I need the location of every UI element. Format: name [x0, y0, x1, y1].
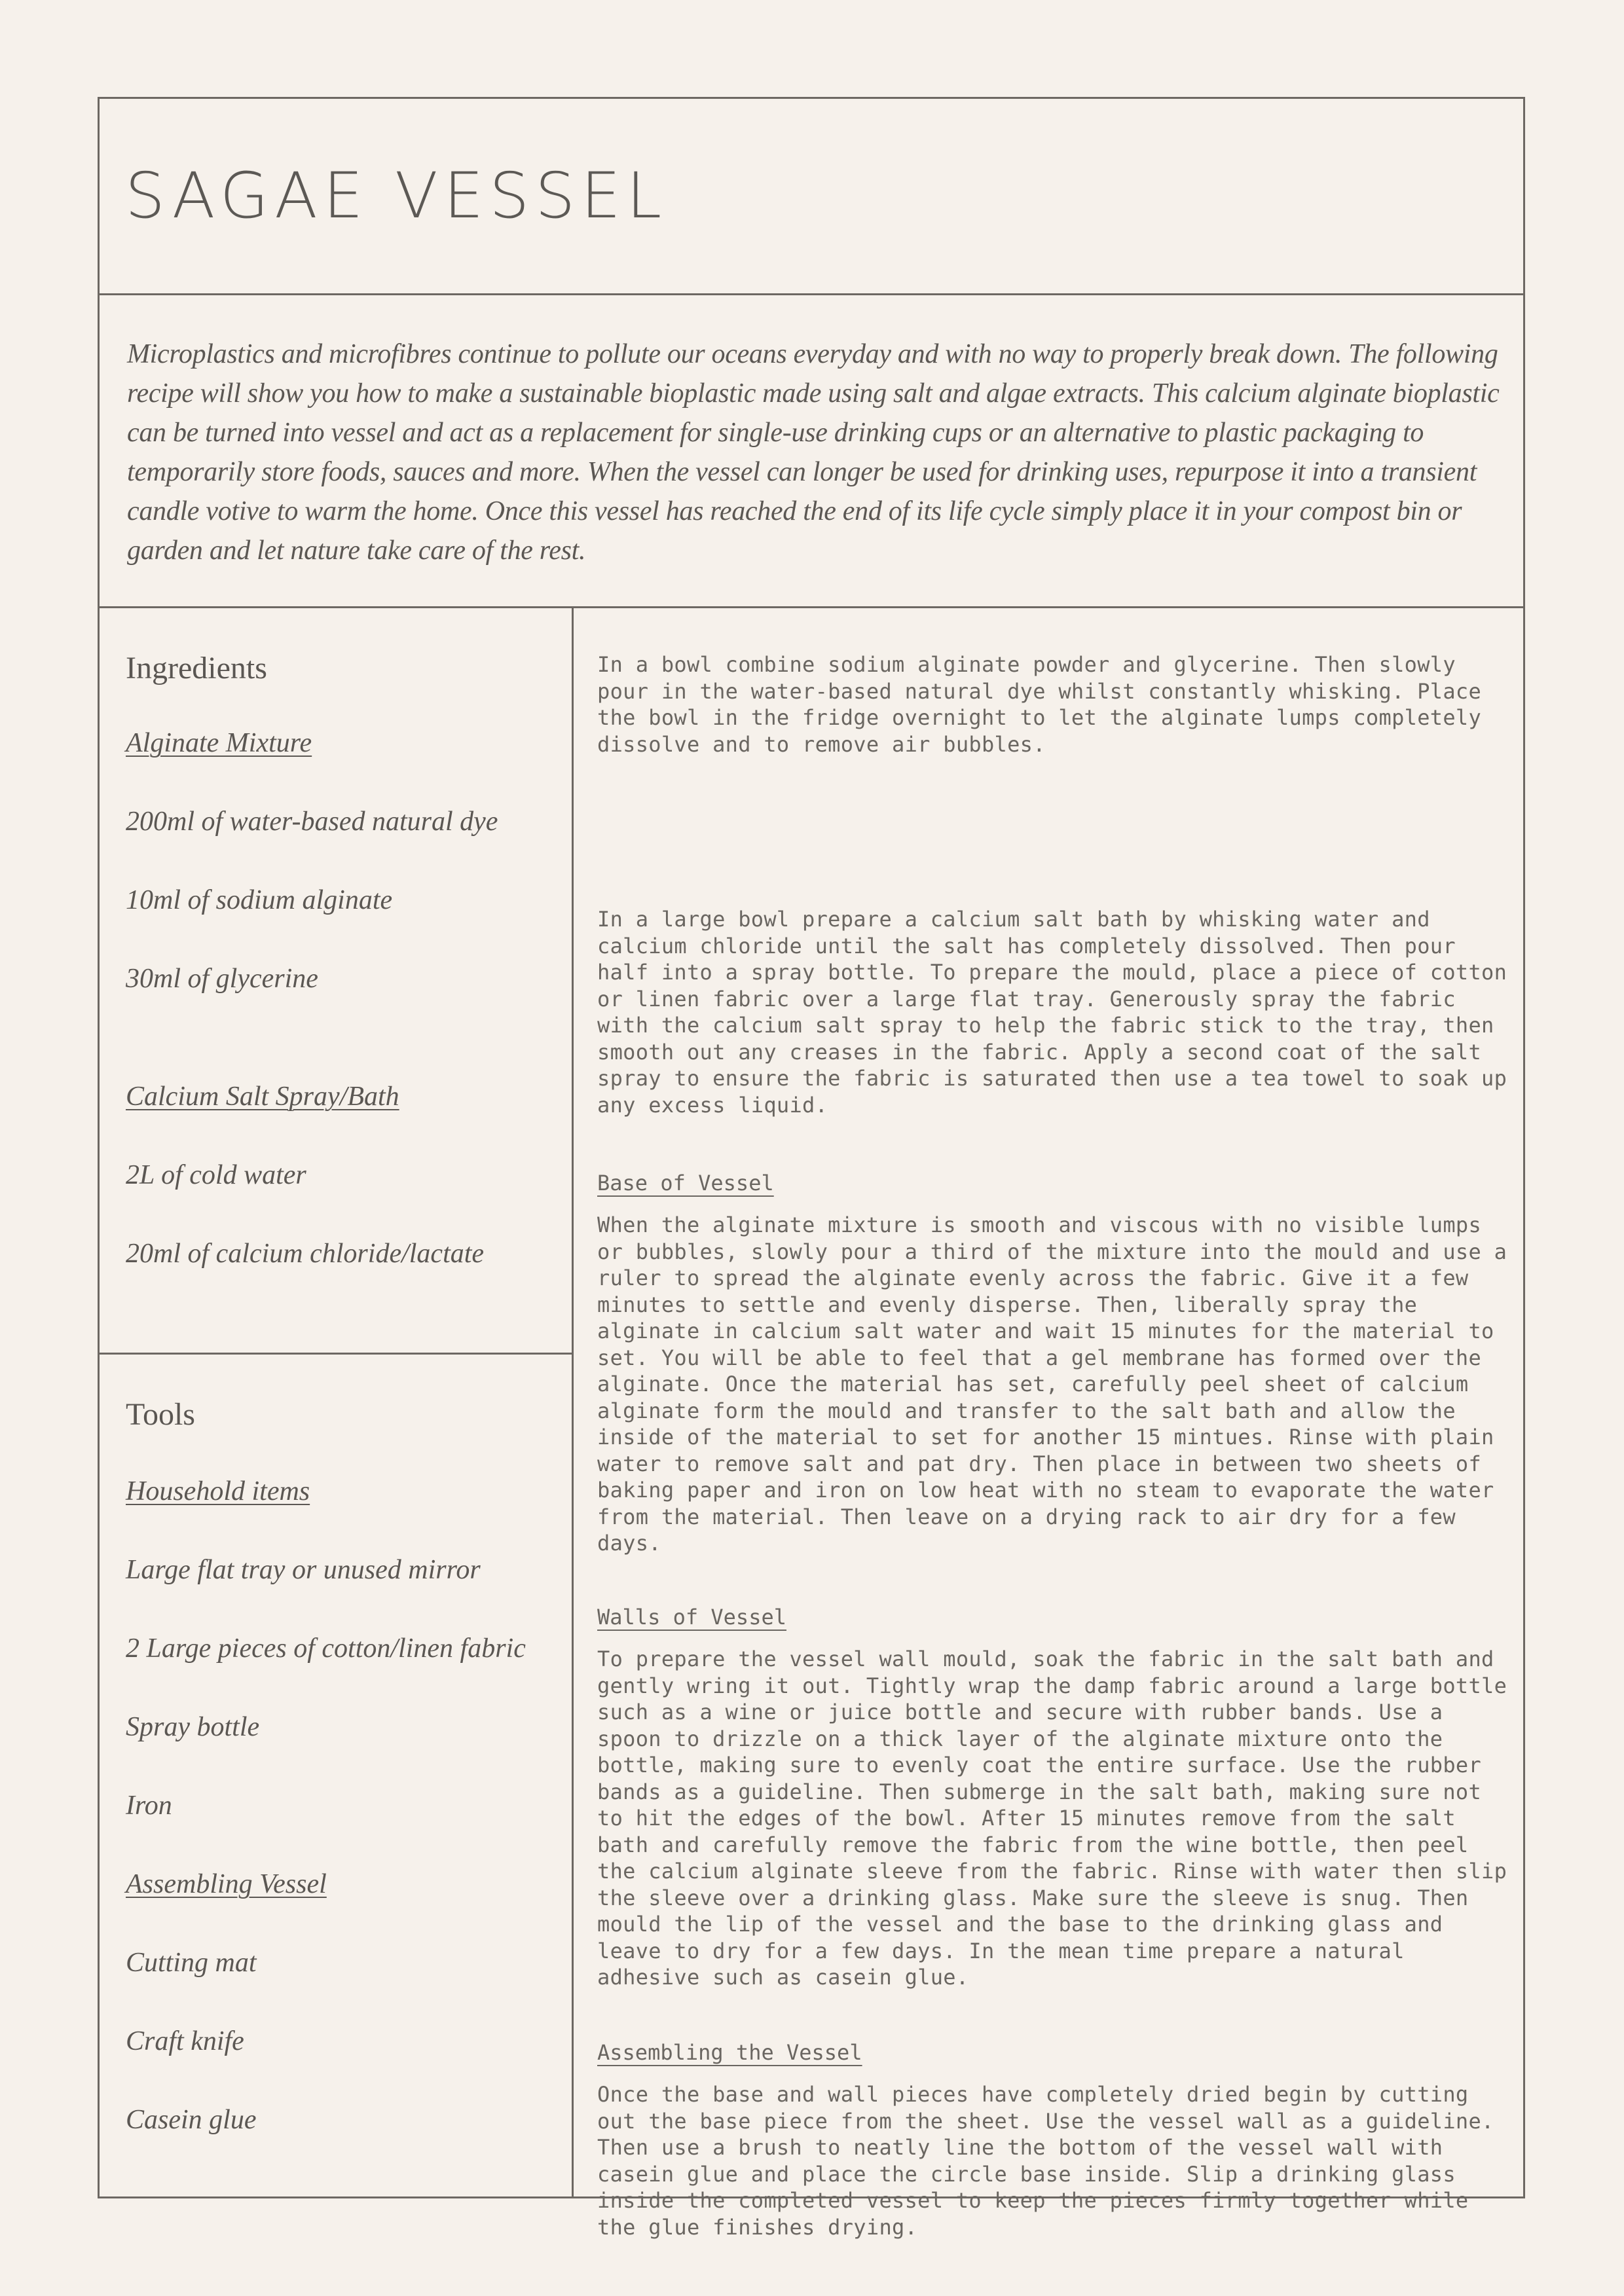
ingredients-heading: Ingredients — [126, 651, 267, 685]
assembling-heading: Assembling the Vessel — [597, 2040, 862, 2065]
salt-bath-label: Calcium Salt Spray/Bath — [126, 1082, 399, 1112]
assembling-text: Once the base and wall pieces have completely dried begin by cutting out the base piece from the sheet. Use the vessel wall as a guideline. Then use a brush to neatly line the bottom of the vessel wall with casein glue and place the circle base inside. Slip a drinking glass inside the completed vessel to keep the pieces firmly together while the glue finishes drying. — [597, 2082, 1494, 2240]
tools-heading: Tools — [126, 1397, 195, 1432]
list-item: Spray bottle — [126, 1712, 260, 1742]
intro-paragraph: Microplastics and microfibres continue to pollute our oceans everyday and with no way to properly break down. The following recipe will show you how to make a sustainable bioplastic made using salt and algae extracts. This calcium alginate bioplastic can be turned into vessel and act as a replacement for single-use drinking cups or an alternative to plastic packaging to temporarily store foods, sauces and more. When the vessel can longer be used for drinking uses, repurpose it into a transient candle votive to warm the home. Once this vessel has reached the end of its life cycle simply place it in your compost bin or garden and let nature take care of the rest. — [127, 339, 1500, 566]
list-item: 30ml of glycerine — [126, 964, 318, 994]
assembling-vessel-label: Assembling Vessel — [126, 1869, 327, 1899]
list-item: 2L of cold water — [126, 1160, 306, 1190]
method-column — [574, 608, 1523, 2240]
page-title: SAGAE VESSEL — [125, 159, 668, 232]
recipe-card — [98, 97, 1525, 2240]
list-item: 200ml of water-based natural dye — [126, 807, 498, 837]
method-step-salt-bath: In a large bowl prepare a calcium salt bath by whisking water and calcium chloride until the salt has completely dissolved. Then pour half into a spray bottle. To prepare the mould, place a piece of cotton or linen fabric over a large flat tray. Generously spray the fabric with the calcium salt spray to help the fabric stick to the tray, then smooth out any creases in the fabric. Apply a second coat of the salt spray to ensure the fabric is saturated then use a tea towel to soak up any excess liquid. — [597, 907, 1507, 1118]
list-item: Craft knife — [126, 2026, 244, 2056]
salt-bath-list — [126, 1083, 484, 1267]
list-item: Large flat tray or unused mirror — [126, 1555, 481, 1585]
list-item: 10ml of sodium alginate — [126, 885, 393, 915]
tools-section — [100, 1355, 572, 2196]
base-of-vessel-text: When the alginate mixture is smooth and viscous with no visible lumps or bubbles, slowly pour a third of the mixture into the mould and use a ruler to spread the alginate evenly across the fabric. Give it a few minutes to settle and evenly disperse. Then, liberally spray the alginate in calcium salt water and wait 15 minutes for the material to set. You will be able to feel that a gel membrane has formed over the alginate. Once the material has set, carefully peel sheet of calcium alginate form the mould and transfer to the salt bath and allow the inside of the material to set for another 15 mintues. Rinse with plain water to remove salt and pat dry. Then place in between two sheets of baking paper and iron on low heat with no steam to evaporate the water from the material. Then leave on a drying rack to air dry for a few days. — [597, 1212, 1507, 1556]
method-step-alginate: In a bowl combine sodium alginate powder and glycerine. Then slowly pour in the water-based natural dye whilst constantly whisking. Place the bowl in the fridge overnight to let the alginate lumps completely dissolve and to remove air bubbles. — [597, 652, 1482, 757]
walls-of-vessel-heading: Walls of Vessel — [597, 1605, 786, 1630]
tools-list — [126, 1478, 526, 2134]
list-item: Casein glue — [126, 2105, 257, 2135]
list-item: Cutting mat — [126, 1948, 257, 1978]
header — [100, 99, 1523, 295]
base-of-vessel-heading: Base of Vessel — [597, 1171, 774, 1195]
left-column — [100, 608, 574, 2196]
alginate-mixture-label: Alginate Mixture — [126, 728, 312, 758]
list-item: 2 Large pieces of cotton/linen fabric — [126, 1633, 526, 1664]
alginate-mixture-list — [126, 729, 498, 993]
walls-of-vessel-text: To prepare the vessel wall mould, soak the fabric in the salt bath and gently wring it out. Tightly wrap the damp fabric around a large bottle such as a wine or juice bottle and secure with rubber bands. Use a spoon to drizzle on a thick layer of the alginate mixture onto the bottle, making sure to evenly coat the entire surface. Use the rubber bands as a guideline. Then submerge in the salt bath, making sure not to hit the edges of the bowl. After 15 minutes remove from the salt bath and carefully remove the fabric from the wine bottle, then peel the calcium alginate sleeve from the fabric. Rinse with water then slip the sleeve over a drinking glass. Make sure the sleeve is snug. Then mould the lip of the vessel and the base to the drinking glass and leave to dry for a few days. In the mean time prepare a natural adhesive such as casein glue. — [597, 1647, 1507, 1990]
list-item: 20ml of calcium chloride/lactate — [126, 1239, 485, 1269]
household-items-label: Household items — [126, 1476, 310, 1506]
ingredients-section — [100, 608, 572, 1355]
intro-section — [100, 295, 1523, 608]
list-item: Iron — [126, 1791, 172, 1821]
